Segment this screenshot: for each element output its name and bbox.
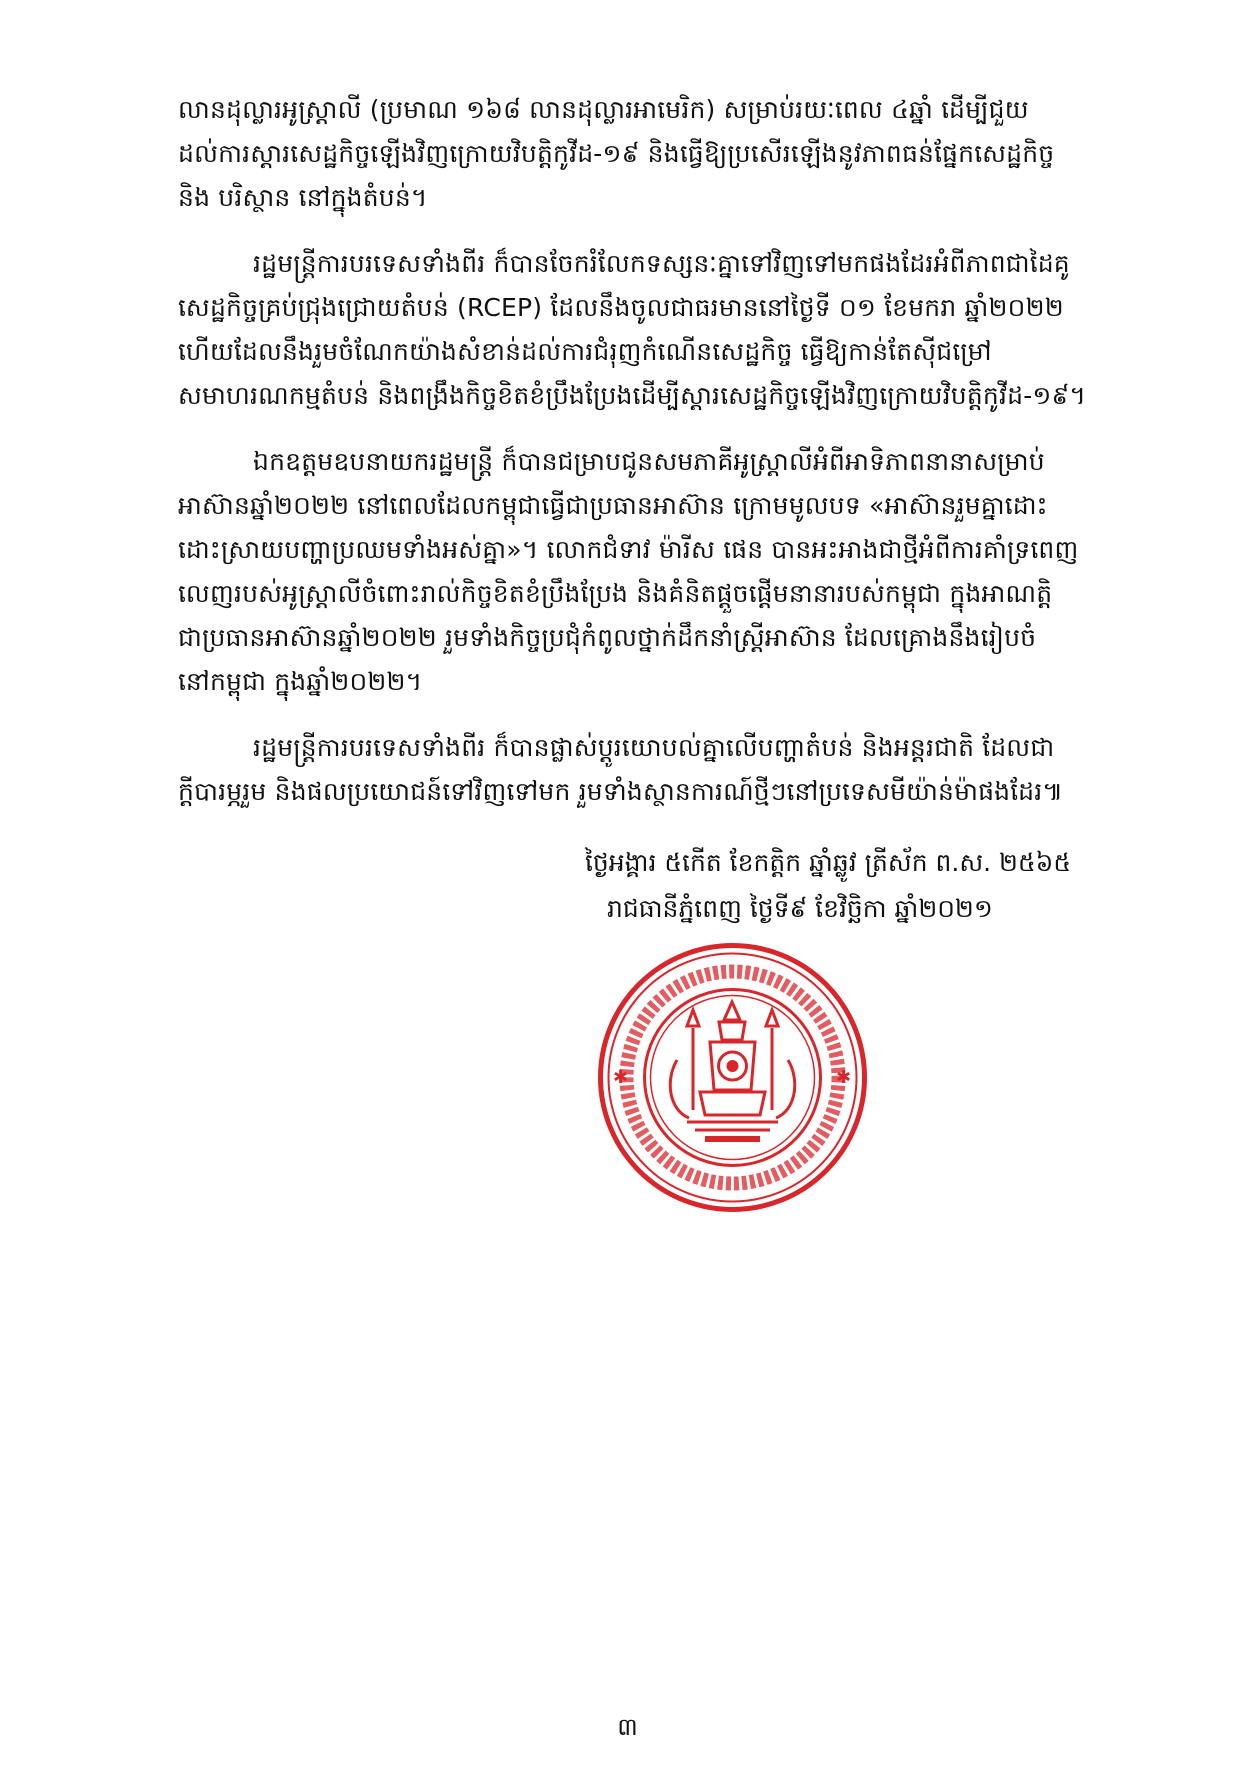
paragraph-1 — [178, 88, 1103, 220]
text-line: ដល់ការស្តារសេដ្ឋកិច្ចឡើងវិញក្រោយវិបត្តិកូវីដ-១៩ និងធ្វើឱ្យប្រសើរឡើងនូវភាពធន់ផ្នែកសេដ្ឋកិច្ច — [178, 139, 1055, 168]
text-line: ហើយដែលនឹងរួមចំណែកយ៉ាងសំខាន់ដល់ការជំរុញកំណើនសេដ្ឋកិច្ច ធ្វើឱ្យកាន់តែស៊ីជម្រៅ — [178, 337, 992, 366]
text-line: និង បរិស្ថាន នៅក្នុងតំបន់។ — [178, 183, 428, 212]
svg-text:✱: ✱ — [613, 1067, 629, 1088]
page-number: ៣ — [617, 1713, 638, 1741]
paragraph-3 — [178, 440, 1103, 704]
svg-text:✱: ✱ — [836, 1067, 852, 1088]
text-line: រដ្ឋមន្ត្រីការបរទេសទាំងពីរ ក៏បានចែករំលែកទស្សនៈគ្នាទៅវិញទៅមកផងដែរអំពីភាពជាដៃគូ — [253, 249, 1070, 278]
text-line: អាស៊ានឆ្នាំ២០២២ នៅពេលដែលកម្ពុជាធ្វើជាប្រធានអាស៊ាន ក្រោមមូលបទ «អាស៊ានរួមគ្នាដោះ — [178, 491, 1048, 520]
text-line: សេដ្ឋកិច្ចគ្រប់ជ្រុងជ្រោយតំបន់ (RCEP) ដែលនឹងចូលជាធរមាននៅថ្ងៃទី ០១ ខែមករា ឆ្នាំ២០២២ — [178, 293, 1064, 322]
text-line: លេញរបស់អូស្ត្រាលីចំពោះរាល់កិច្ចខិតខំប្រឹងប្រែង និងគំនិតផ្តួចផ្តើមនានារបស់កម្ពុជា ក្នុងអាណត្តិ — [178, 579, 1053, 608]
text-line: រដ្ឋមន្ត្រីការបរទេសទាំងពីរ ក៏បានផ្លាស់ប្តូរយោបល់គ្នាលើបញ្ហាតំបន់ និងអន្តរជាតិ ដែលជា — [253, 733, 1055, 762]
paragraph-2 — [178, 242, 1103, 418]
text-line: នៅកម្ពុជា ក្នុងឆ្នាំ២០២២។ — [178, 667, 423, 696]
text-line: ដោះស្រាយបញ្ហាប្រឈមទាំងអស់គ្នា»។ លោកជំទាវ ម៉ារីស ផេន បានអះអាងជាថ្មីអំពីការគាំទ្រពេញ — [178, 535, 1079, 564]
ministry-seal-icon — [595, 940, 870, 1215]
date-block — [585, 840, 1125, 932]
paragraph-4 — [178, 726, 1103, 814]
solar-date: រាជធានីភ្នំពេញ ថ្ងៃទី៩ ខែវិច្ឆិកា ឆ្នាំ២០២១ — [607, 894, 993, 923]
text-line: ឯកឧត្តមឧបនាយករដ្ឋមន្ត្រី ក៏បានជម្រាបជូនសមភាគីអូស្ត្រាលីអំពីអាទិភាពនានាសម្រាប់ — [253, 447, 1045, 476]
text-line: ក្តីបារម្ភរួម និងផលប្រយោជន៍ទៅវិញទៅមក រួមទាំងស្ថានការណ៍ថ្មីៗនៅប្រទេសមីយ៉ាន់ម៉ាផងដែរ៕ — [178, 777, 1064, 806]
text-line: លានដុល្លារអូស្ត្រាលី (ប្រមាណ ១៦៨ លានដុល្លារអាមេរិក) សម្រាប់រយៈពេល ៤ឆ្នាំ ដើម្បីជួយ — [178, 95, 1029, 124]
text-line: ជាប្រធានអាស៊ានឆ្នាំ២០២២ រួមទាំងកិច្ចប្រជុំកំពូលថ្នាក់ដឹកនាំស្ត្រីអាស៊ាន ដែលគ្រោងនឹងរៀបចំ — [178, 623, 1037, 652]
document-body — [178, 88, 1103, 836]
text-line: សមាហរណកម្មតំបន់ និងពង្រឹងកិច្ចខិតខំប្រឹងប្រែងដើម្បីស្តារសេដ្ឋកិច្ចឡើងវិញក្រោយវិបត្តិកូវីដ-១៩។ — [178, 381, 1087, 410]
lunar-date: ថ្ងៃអង្គារ ៥កើត ខែកត្តិក ឆ្នាំឆ្លូវ ត្រីស័ក ព.ស. ២៥៦៥ — [585, 848, 1072, 877]
